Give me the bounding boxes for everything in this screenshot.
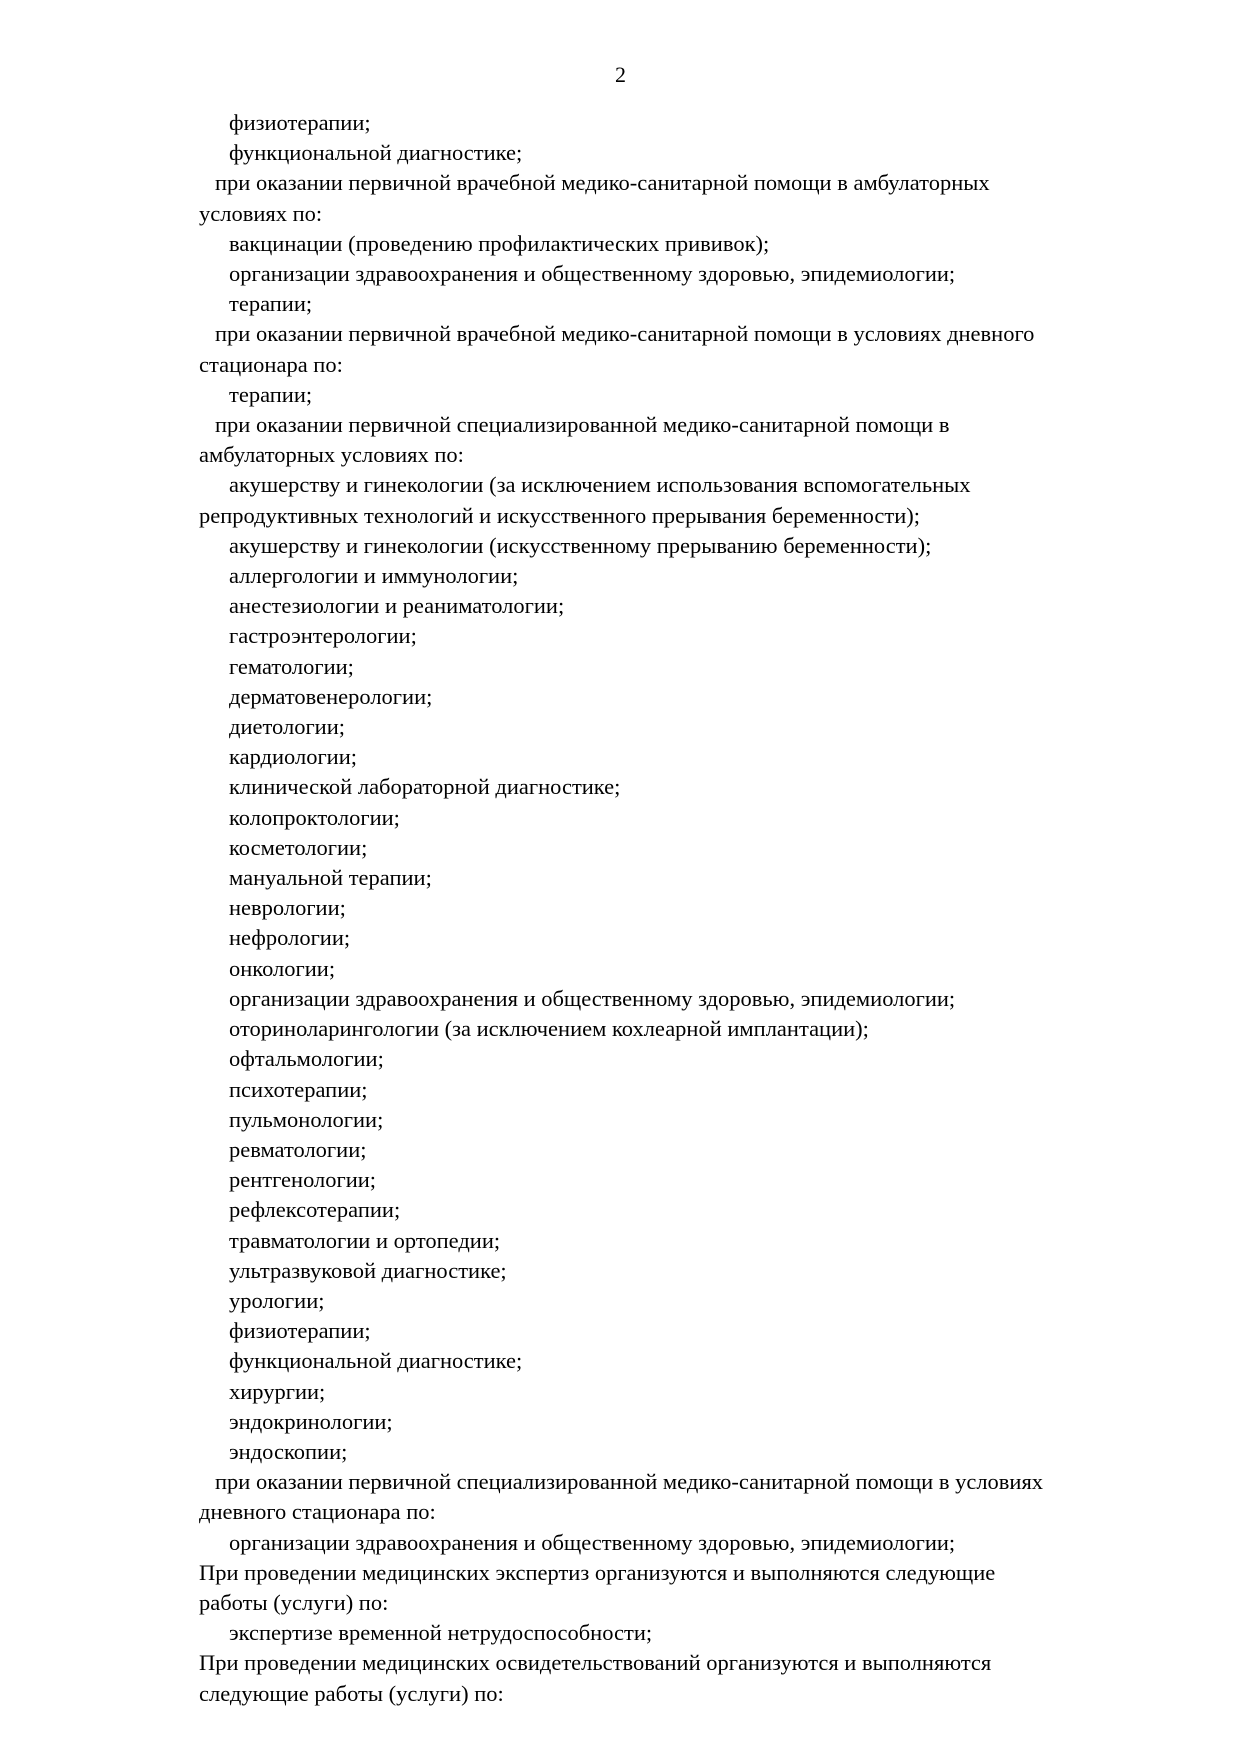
text-line: амбулаторных условиях по: (199, 442, 464, 468)
text-line: офтальмологии; (229, 1046, 384, 1072)
text-line: дерматовенерологии; (229, 683, 433, 709)
text-line: При проведении медицинских экспертиз организуются и выполняются следующие (199, 1559, 996, 1585)
text-line: организации здравоохранения и общественному здоровью, эпидемиологии; (229, 1529, 956, 1555)
text-line: анестезиологии и реаниматологии; (229, 593, 565, 619)
text-line: функциональной диагностике; (229, 1348, 523, 1374)
text-line: физиотерапии; (229, 110, 371, 135)
text-line: ультразвуковой диагностике; (229, 1257, 507, 1283)
text-line: рефлексотерапии; (229, 1197, 401, 1223)
text-line: онкологии; (229, 955, 336, 981)
text-line: кардиологии; (229, 744, 358, 770)
text-line: травматологии и ортопедии; (229, 1227, 501, 1253)
text-line: пульмонологии; (229, 1106, 384, 1132)
text-line: условиях по: (199, 200, 323, 226)
text-line: следующие работы (услуги) по: (199, 1680, 504, 1706)
text-line: хирургии; (229, 1378, 326, 1404)
text-line: акушерству и гинекологии (за исключением использования вспомогательных (229, 472, 971, 498)
text-line: при оказании первичной специализированной медико-санитарной помощи в (215, 412, 950, 438)
text-line: физиотерапии; (229, 1318, 371, 1344)
text-line: организации здравоохранения и общественному здоровью, эпидемиологии; (229, 985, 956, 1011)
text-line: мануальной терапии; (229, 865, 432, 891)
document-body (199, 108, 1061, 1709)
text-line: психотерапии; (229, 1076, 368, 1102)
text-line: терапии; (229, 381, 313, 407)
text-line: репродуктивных технологий и искусственного прерывания беременности); (199, 502, 920, 528)
text-line: экспертизе временной нетрудоспособности; (229, 1620, 653, 1646)
text-line: нефрологии; (229, 925, 351, 951)
text-line: косметологии; (229, 834, 368, 860)
text-line: организации здравоохранения и общественному здоровью, эпидемиологии; (229, 261, 956, 287)
text-line: гематологии; (229, 653, 354, 679)
text-line: при оказании первичной врачебной медико-санитарной помощи в амбулаторных (215, 170, 990, 196)
text-line: эндокринологии; (229, 1408, 393, 1434)
text-line: гастроэнтерологии; (229, 623, 417, 649)
text-line: клинической лабораторной диагностике; (229, 774, 621, 800)
text-line: неврологии; (229, 895, 346, 921)
text-line: рентгенологии; (229, 1167, 377, 1193)
text-line: урологии; (229, 1287, 325, 1313)
text-line: эндоскопии; (229, 1438, 348, 1464)
text-line: колопроктологии; (229, 804, 400, 830)
page-number: 2 (615, 62, 626, 87)
text-line: диетологии; (229, 714, 346, 740)
text-line: акушерству и гинекологии (искусственному прерыванию беременности); (229, 532, 932, 558)
text-line: функциональной диагностике; (229, 140, 523, 166)
text-line: дневного стационара по: (199, 1499, 436, 1525)
text-line: вакцинации (проведению профилактических прививок); (229, 230, 770, 256)
text-line: ревматологии; (229, 1136, 367, 1162)
text-line: терапии; (229, 291, 313, 317)
text-line: аллергологии и иммунологии; (229, 563, 519, 589)
text-line: при оказании первичной врачебной медико-санитарной помощи в условиях дневного (215, 321, 1035, 347)
text-line: стационара по: (199, 351, 343, 377)
text-line: оториноларингологии (за исключением кохлеарной имплантации); (229, 1016, 869, 1042)
text-line: работы (услуги) по: (199, 1589, 389, 1615)
text-line: при оказании первичной специализированной медико-санитарной помощи в условиях (215, 1469, 1044, 1495)
text-line: При проведении медицинских освидетельствований организуются и выполняются (199, 1650, 992, 1676)
